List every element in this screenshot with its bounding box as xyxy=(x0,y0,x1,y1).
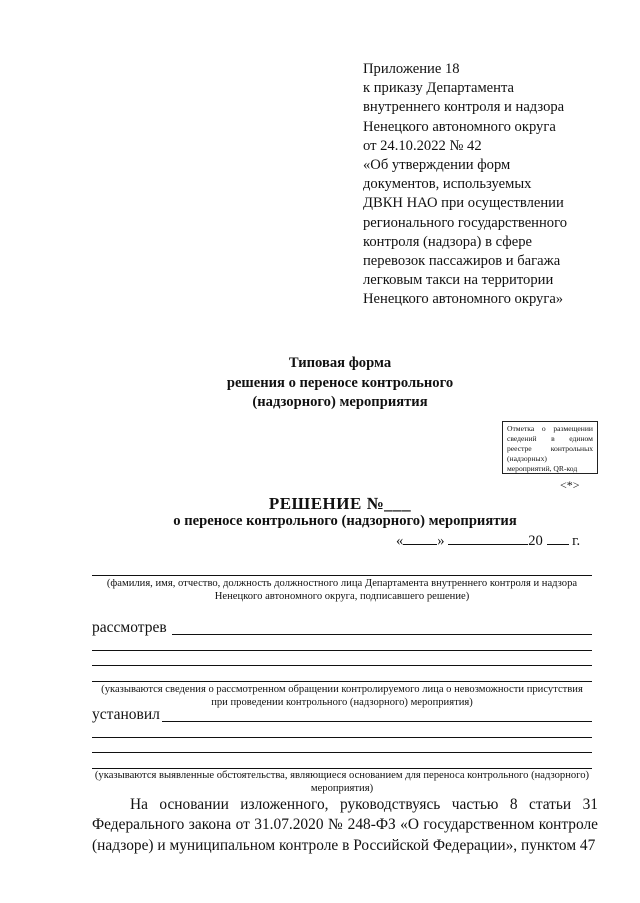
established-caption: (указываются выявленные обстоятельства, являющиеся основанием для переноса контрольного (надзорного) мероприятия) xyxy=(94,770,590,794)
date-year-prefix: 20 xyxy=(528,533,543,549)
form-title-line: Типовая форма xyxy=(288,355,392,371)
form-title-line: решения о переносе контрольного xyxy=(226,374,454,391)
established-line[interactable] xyxy=(92,752,592,753)
considered-line[interactable] xyxy=(172,634,592,635)
established-line[interactable] xyxy=(92,737,592,738)
appendix-line: Приложение 18 xyxy=(363,61,460,77)
date-month-blank[interactable] xyxy=(448,530,528,545)
body-text: На основании изложенного, руководствуясь частью 8 статьи 31 Федерального закона от 31.07.2020 № 248-ФЗ «О государственном контроле (надзоре) и муниципальном контроле в Российской Федерации», пунктом 47 xyxy=(92,796,598,854)
form-title xyxy=(150,354,530,413)
date-year-suffix: г. xyxy=(572,533,581,549)
form-title-line: (надзорного) мероприятия xyxy=(252,394,428,410)
registry-mark-box: Отметка о размещении сведений в едином реестре контрольных (надзорных) мероприятий, QR-код xyxy=(502,421,598,474)
established-label: установил xyxy=(92,706,160,723)
appendix-line: регионального государственного xyxy=(363,214,568,231)
appendix-line: документов, используемых xyxy=(363,176,532,193)
official-name-line[interactable] xyxy=(92,575,592,576)
appendix-line: «Об утверждении форм xyxy=(363,157,511,174)
body-paragraph xyxy=(92,795,598,856)
appendix-line: перевозок пассажиров и багажа xyxy=(363,253,561,270)
decision-date xyxy=(396,530,580,550)
date-day-blank[interactable] xyxy=(403,530,437,545)
decision-subheading: о переносе контрольного (надзорного) мероприятия xyxy=(173,513,517,529)
appendix-line: легковым такси на территории xyxy=(363,272,554,289)
appendix-line: к приказу Департамента xyxy=(363,80,514,97)
appendix-line: от 24.10.2022 № 42 xyxy=(363,137,482,154)
date-year-blank[interactable] xyxy=(547,530,569,545)
appendix-line: Ненецкого автономного округа xyxy=(363,118,556,135)
considered-line[interactable] xyxy=(92,650,592,651)
considered-line[interactable] xyxy=(92,665,592,666)
official-caption: (фамилия, имя, отчество, должность должностного лица Департамента внутреннего контроля и надзора Ненецкого автономного округа, подписавшего решение) xyxy=(106,578,578,602)
appendix-line: внутреннего контроля и надзора xyxy=(363,99,565,116)
date-open-quote: « xyxy=(396,533,404,549)
appendix-line: Ненецкого автономного округа» xyxy=(363,291,564,308)
decision-heading: РЕШЕНИЕ №___ xyxy=(268,494,412,513)
considered-line[interactable] xyxy=(92,681,592,682)
appendix-line: контроля (надзора) в сфере xyxy=(363,233,532,250)
considered-caption: (указываются сведения о рассмотренном обращении контролируемого лица о невозможности присутствия при проведении контрольного (надзорного) мероприятия) xyxy=(101,684,583,708)
considered-label: рассмотрев xyxy=(92,619,167,636)
registry-mark-note: <*> xyxy=(560,478,580,492)
established-line[interactable] xyxy=(162,721,592,722)
date-close-quote: » xyxy=(437,533,445,549)
appendix-line: ДВКН НАО при осуществлении xyxy=(363,195,564,212)
appendix-block xyxy=(363,60,613,310)
